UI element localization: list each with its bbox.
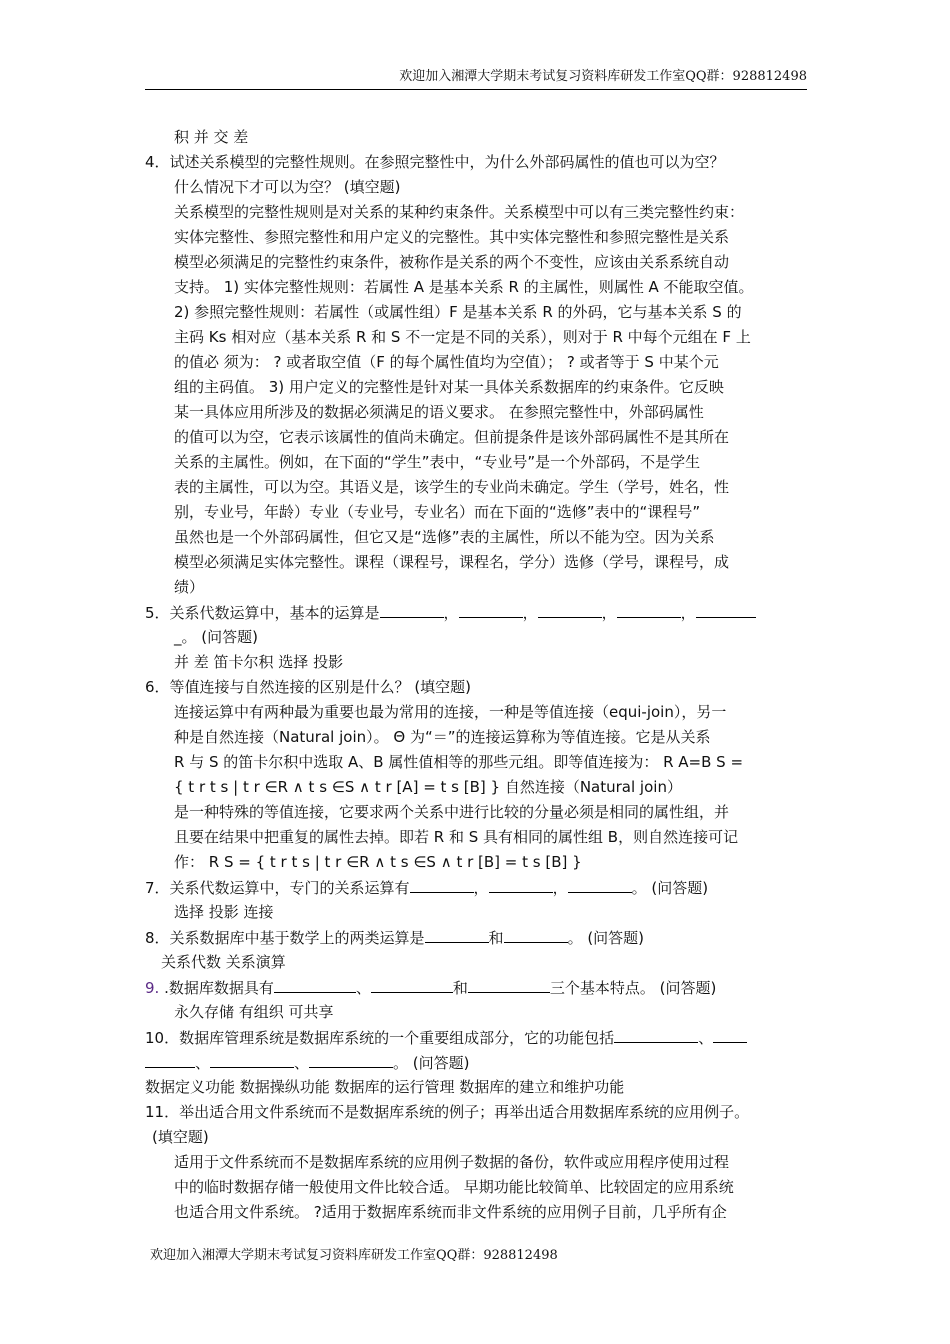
page-footer: 欢迎加入湘潭大学期末考试复习资料库研发工作室QQ群：928812498 xyxy=(150,1248,558,1263)
separator: ， xyxy=(473,879,489,897)
question-9-text: .数据库数据具有 xyxy=(159,979,274,997)
question-10 xyxy=(145,1025,747,1051)
blank xyxy=(617,600,681,618)
answer-text: 关系的主属性。例如，在下面的“学生”表中，“专业号”是一个外部码，不是学生 xyxy=(174,453,701,471)
question-4: 4．试述关系模型的完整性规则。在参照完整性中，为什么外部码属性的值也可以为空？ xyxy=(145,153,725,171)
answer-text: 模型必须满足的完整性约束条件，被称作是关系的两个不变性，应该由关系系统自动 xyxy=(174,253,730,271)
answer-q7: 选择 投影 连接 xyxy=(174,903,274,921)
answer-text: 且要在结果中把重复的属性去掉。即若 R 和 S 具有相同的属性组 B，则自然连接可记 xyxy=(174,828,739,846)
answer-text: 支持。 1) 实体完整性规则：若属性 A 是基本关系 R 的主属性，则属性 A 不能取空值。 xyxy=(174,278,754,296)
blank xyxy=(538,600,602,618)
blank xyxy=(468,975,550,993)
separator: ， xyxy=(552,879,568,897)
answer-q9: 永久存储 有组织 可共享 xyxy=(174,1003,334,1021)
blank xyxy=(713,1025,747,1043)
answer-text: { t r t s | t r ∈R ∧ t s ∈S ∧ t r [A] = t s [B] } 自然连接（Natural join） xyxy=(174,778,682,796)
separator: 和 xyxy=(452,979,468,997)
separator: ， xyxy=(601,604,617,622)
page-header: 欢迎加入湘潭大学期末考试复习资料库研发工作室QQ群：928812498 xyxy=(145,67,807,90)
blank xyxy=(696,600,756,618)
answer-q10: 数据定义功能 数据操纵功能 数据库的运行管理 数据库的建立和维护功能 xyxy=(145,1078,625,1096)
blank xyxy=(425,925,489,943)
question-5-text: 5．关系代数运算中，基本的运算是 xyxy=(145,604,380,622)
answer-text: 主码 Ks 相对应（基本关系 R 和 S 不一定是不同的关系），则对于 R 中每个元组在 F 上 xyxy=(174,328,751,346)
answer-text: 组的主码值。 3) 用户定义的完整性是针对某一具体关系数据库的约束条件。它反映 xyxy=(174,378,724,396)
separator: ， xyxy=(443,604,459,622)
answer-text: 作： R S = { t r t s | t r ∈R ∧ t s ∈S ∧ t r [B] = t s [B] } xyxy=(174,853,582,871)
question-6: 6．等值连接与自然连接的区别是什么？ (填空题) xyxy=(145,678,472,696)
question-11: 11．举出适合用文件系统而不是数据库系统的例子；再举出适合用数据库系统的应用例子。 xyxy=(145,1103,750,1121)
separator: 、 xyxy=(294,1054,310,1072)
question-8-end: 。 (问答题) xyxy=(567,929,645,947)
separator: 、 xyxy=(195,1054,211,1072)
blank xyxy=(380,600,444,618)
separator: ， xyxy=(680,604,696,622)
separator: 和 xyxy=(488,929,504,947)
answer-text: 也适合用文件系统。 ?适用于数据库系统而非文件系统的应用例子目前，几乎所有企 xyxy=(174,1203,727,1221)
answer-text: 2) 参照完整性规则：若属性（或属性组）F 是基本关系 R 的外码，它与基本关系 S 的 xyxy=(174,303,742,321)
separator: 、 xyxy=(698,1029,714,1047)
blank xyxy=(614,1025,698,1043)
answer-text: 中的临时数据存储一般使用文件比较合适。 早期功能比较简单、比较固定的应用系统 xyxy=(174,1178,734,1196)
question-5-cont: _。 (问答题) xyxy=(174,628,258,646)
question-7-text: 7．关系代数运算中，专门的关系运算有 xyxy=(145,879,410,897)
question-11-type: (填空题) xyxy=(152,1128,209,1146)
answer-text: 是一种特殊的等值连接，它要求两个关系中进行比较的分量必须是相同的属性组，并 xyxy=(174,803,730,821)
question-7-end: 。 (问答题) xyxy=(631,879,709,897)
question-9-number: 9. xyxy=(145,979,160,997)
question-9 xyxy=(145,975,716,1001)
answer-text: 种是自然连接（Natural join）。 Θ 为“＝”的连接运算称为等值连接。它是从关系 xyxy=(174,728,711,746)
blank xyxy=(371,975,453,993)
separator: ， xyxy=(522,604,538,622)
blank xyxy=(489,875,553,893)
question-8 xyxy=(145,925,644,951)
blank xyxy=(210,1050,294,1068)
answer-text: 绩） xyxy=(174,578,205,596)
answer-text: 连接运算中有两种最为重要也最为常用的连接，一种是等值连接（equi-join），另一 xyxy=(174,703,727,721)
question-10-text: 10．数据库管理系统是数据库系统的一个重要组成部分，它的功能包括 xyxy=(145,1029,615,1047)
answer-text: R 与 S 的笛卡尔积中选取 A、B 属性值相等的那些元组。即等值连接为： R A=B S = xyxy=(174,753,744,771)
answer-q8: 关系代数 关系演算 xyxy=(161,953,286,971)
question-9-end: 三个基本特点。 (问答题) xyxy=(549,979,717,997)
blank xyxy=(504,925,568,943)
question-7 xyxy=(145,875,708,901)
separator: 、 xyxy=(355,979,371,997)
answer-text: 适用于文件系统而不是数据库系统的应用例子数据的备份，软件或应用程序使用过程 xyxy=(174,1153,730,1171)
blank xyxy=(459,600,523,618)
blank xyxy=(274,975,356,993)
question-5 xyxy=(145,600,756,626)
answer-text: 的值可以为空，它表示该属性的值尚未确定。但前提条件是该外部码属性不是其所在 xyxy=(174,428,730,446)
question-10-end: 。 (问答题) xyxy=(393,1054,470,1072)
answer-text: 某一具体应用所涉及的数据必须满足的语义要求。 在参照完整性中，外部码属性 xyxy=(174,403,704,421)
blank xyxy=(309,1050,393,1068)
answer-text: 别，专业号，年龄）专业（专业号，专业名）而在下面的“选修”表中的“课程号” xyxy=(174,503,701,521)
answer-text: 表的主属性，可以为空。其语义是，该学生的专业尚未确定。学生（学号，姓名，性 xyxy=(174,478,730,496)
blank xyxy=(145,1050,195,1068)
answer-text: 实体完整性、参照完整性和用户定义的完整性。其中实体完整性和参照完整性是关系 xyxy=(174,228,730,246)
blank xyxy=(568,875,632,893)
answer-q5: 并 差 笛卡尔积 选择 投影 xyxy=(174,653,344,671)
answer-q3: 积 并 交 差 xyxy=(174,128,249,146)
answer-text: 虽然也是一个外部码属性，但它又是“选修”表的主属性，所以不能为空。因为关系 xyxy=(174,528,715,546)
blank xyxy=(410,875,474,893)
question-10-cont xyxy=(145,1050,470,1076)
question-8-text: 8．关系数据库中基于数学上的两类运算是 xyxy=(145,929,425,947)
question-4-cont: 什么情况下才可以为空？ (填空题) xyxy=(174,178,401,196)
answer-text: 模型必须满足实体完整性。课程（课程号，课程名，学分）选修（学号，课程号，成 xyxy=(174,553,730,571)
answer-text: 的值必 须为： ? 或者取空值（F 的每个属性值均为空值）； ? 或者等于 S 中某个元 xyxy=(174,353,719,371)
answer-text: 关系模型的完整性规则是对关系的某种约束条件。关系模型中可以有三类完整性约束： xyxy=(174,203,745,221)
